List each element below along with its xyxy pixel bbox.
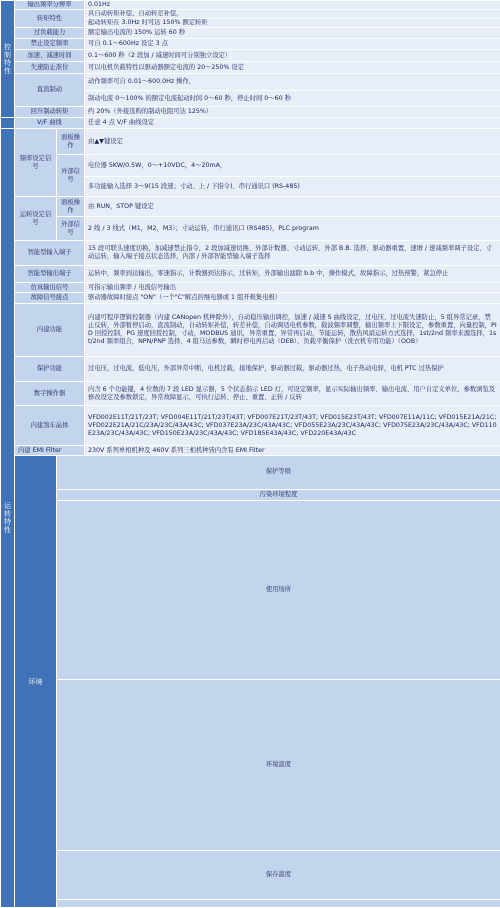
row-label: 直流制动 [15,74,85,107]
table-row [1,10,500,19]
row-value: 制动电流 0～100% 的额定电流起动时间 0～60 秒，停止时间 0～60 秒 [85,91,500,107]
table-row [1,28,500,39]
row-value: 任意 4 点 V/F 曲线设定 [85,118,500,129]
table-row [1,489,500,500]
row-sublabel: 面板操作 [57,197,85,217]
row-label: 仿真输出信号 [15,283,85,293]
table-row [1,283,500,293]
table-row [1,456,500,489]
row-value: 230V 系列单相机种及 460V 系列三相机种皆内含有 EMI Filter [85,446,500,456]
row-value: 多功能输入选择 3～9(15 段速；寸动、上 / 下指令)、串行通讯口 (RS-485) [85,177,500,197]
row-value: 内含 6 个功能键，4 位数的 7 段 LED 显示器，5 个状态指示 LED 灯，可设定频率，显示实际输出频率、输出电流、用户自定义单位，参数浏览及修改设定及参数锁定，异常故障显示，可执行运转、停止、重置、正转 / 反转 [85,382,500,406]
table-row [1,74,500,91]
row-value: 0.01Hz [85,1,500,10]
row-value: 可以电机负载特性以驱动器额定电流的 20～250% 设定 [85,62,500,74]
row-label: 保护等级 [57,456,500,489]
row-label: 环境温度 [57,679,500,850]
category-operation: 运转特性 [1,129,15,908]
table-row [1,241,500,266]
row-label: 内建功能 [15,304,85,357]
row-value: 起动转矩在 3.0Hz 时可达 150% 额定转矩 [85,19,500,28]
row-sublabel: 外部信号 [57,217,85,241]
row-value: 驱动器故障时接点 "ON"（一个"C"解点的继电器或 1 组开极集电极） [85,293,500,304]
row-label: V/F 曲线 [15,118,85,129]
row-value: 由 RUN，STOP 键设定 [85,197,500,217]
row-value: VFD002E11T/21T/23T; VFD004E11T/21T/23T/43T; VFD007E21T/23T/43T; VFD015E23T/43T; VFD007E11A/11C; VFD015E21A/21C; VFD022E21A/21C/23A/23C/43A/43C; VFD037E23A/23C/43A/43C; VFD055E23A/23C/43A/43C; VFD075E23A/23C/43A/43C; VFD110E23A/23C/43A/43C; VFD150E23A/23C/43A/43C; VFD185E43A/43C; VFD220E43A/43C [85,406,500,446]
table-row [1,382,500,406]
row-label [57,900,500,908]
category-spacer [1,118,15,129]
table-row [1,118,500,129]
table-row [1,266,500,283]
table-row [1,304,500,357]
table-row [1,50,500,62]
table-row [1,107,500,118]
row-value: 运转中，频率到达输出，零速指示，计数器到达指示，过转矩，外部输出滤除 b.b 中，操作模式，故障指示，过热预警，紧急停止 [85,266,500,283]
table-row [1,129,500,155]
row-label: 保护功能 [15,357,85,382]
row-label: 过负载能力 [15,28,85,39]
row-label: 内建 EMI Filter [15,446,85,456]
row-value: 过电压，过电流，低电压，外部异常中断，电机过载，接地保护，驱动器过载，驱动器过热，电子热动电驿，电机 PTC 过热保护 [85,357,500,382]
row-label: 运转设定信号 [15,197,57,241]
row-value: 15 段可联头速度切换，加减速禁止指令，2 段加减速切换、外部计数器、寸动运转、外部 B.B. 选择、驱动器重置、速增 / 速减频率调子设定、寸动运转，输入端子接点状态选择，内部 / 外部智能型输入端子选择 [85,241,500,266]
row-label: 智能型输出端子 [15,266,85,283]
row-value: 动作频率可自 0.01～600.0Hz 操作， [85,74,500,91]
row-value: 额定输出电流的 150% 运转 60 秒 [85,28,500,39]
row-label: 回升制动转矩 [15,107,85,118]
row-value: 内建可程序逻辑控制器（内建 CANopen 机种除外），自动稳压输出调控，加速 / 减速 S 曲线设定，过电压、过电流失速防止，5 组异常记录，禁止反转，外部暂停启动，直流制动，自动转矩补偿，转差补偿，自动调适电机参数，载波频率调整，输出频率上下限设定，参数重置，向量控制，PID 回授控制，PG 速度回授控制，寸动，MODBUS 通讯，异常重置，异常再启动，节能运转，散热风扇运转方式选择，1st/2nd 频率来源选择，1st/2nd 频率组合，NPN/PNP 选择，4 组马达参数，瞬时停电再启动（DEB），负载平衡保护（洗衣机专用功能）（OOB） [85,304,500,357]
row-label: 智能型输入端子 [15,241,85,266]
row-label: 数字操作器 [15,382,85,406]
table-row [1,500,500,679]
row-label: 保存温度 [57,850,500,900]
row-label: 加速、减速时间 [15,50,85,62]
table-row [1,197,500,217]
table-row [1,446,500,456]
row-sublabel: 外部信号 [57,155,85,197]
row-value: 具自动转矩补偿、自动转差补偿， [85,10,500,19]
category-control: 控制特性 [1,1,15,118]
row-label: 转矩特性 [15,10,85,28]
table-row [1,357,500,382]
row-label: 频率设定信号 [15,129,57,197]
row-label: 使用场所 [57,500,500,679]
table-row [1,850,500,900]
row-value: 2 线 / 3 线式（M1，M2，M3）；寸动运转，串行通讯口 (RS485)，PLC program [85,217,500,241]
table-row [1,679,500,850]
row-label: 内建煞车晶体 [15,406,85,446]
row-value: 约 20%（外接选购的制动电阻可达 125%） [85,107,500,118]
row-value: 可指示输出频率 / 电流信号输出 [85,283,500,293]
category-environment: 环境 [15,456,57,908]
table-row [1,900,500,908]
row-label: 失速防止准位 [15,62,85,74]
table-row [1,217,500,241]
row-label: 禁止设定频率 [15,39,85,50]
row-sublabel: 面板操作 [57,129,85,155]
row-value: 0.1～600 秒（2 段加 / 减速时间可分别独立设定） [85,50,500,62]
table-row [1,39,500,50]
table-row [1,293,500,304]
row-value: 电位器 5KW/0.5W，0～+10VDC，4～20mA， [85,155,500,177]
table-row [1,1,500,10]
row-label: 故障信号接点 [15,293,85,304]
row-label: 污染环境程度 [57,489,500,500]
table-row [1,155,500,177]
table-row [1,62,500,74]
row-label: 输出频率分辨率 [15,1,85,10]
row-value: 可自 0.1～600Hz 设定 3 点 [85,39,500,50]
row-value: 由▲▼键设定 [85,129,500,155]
table-row [1,406,500,446]
